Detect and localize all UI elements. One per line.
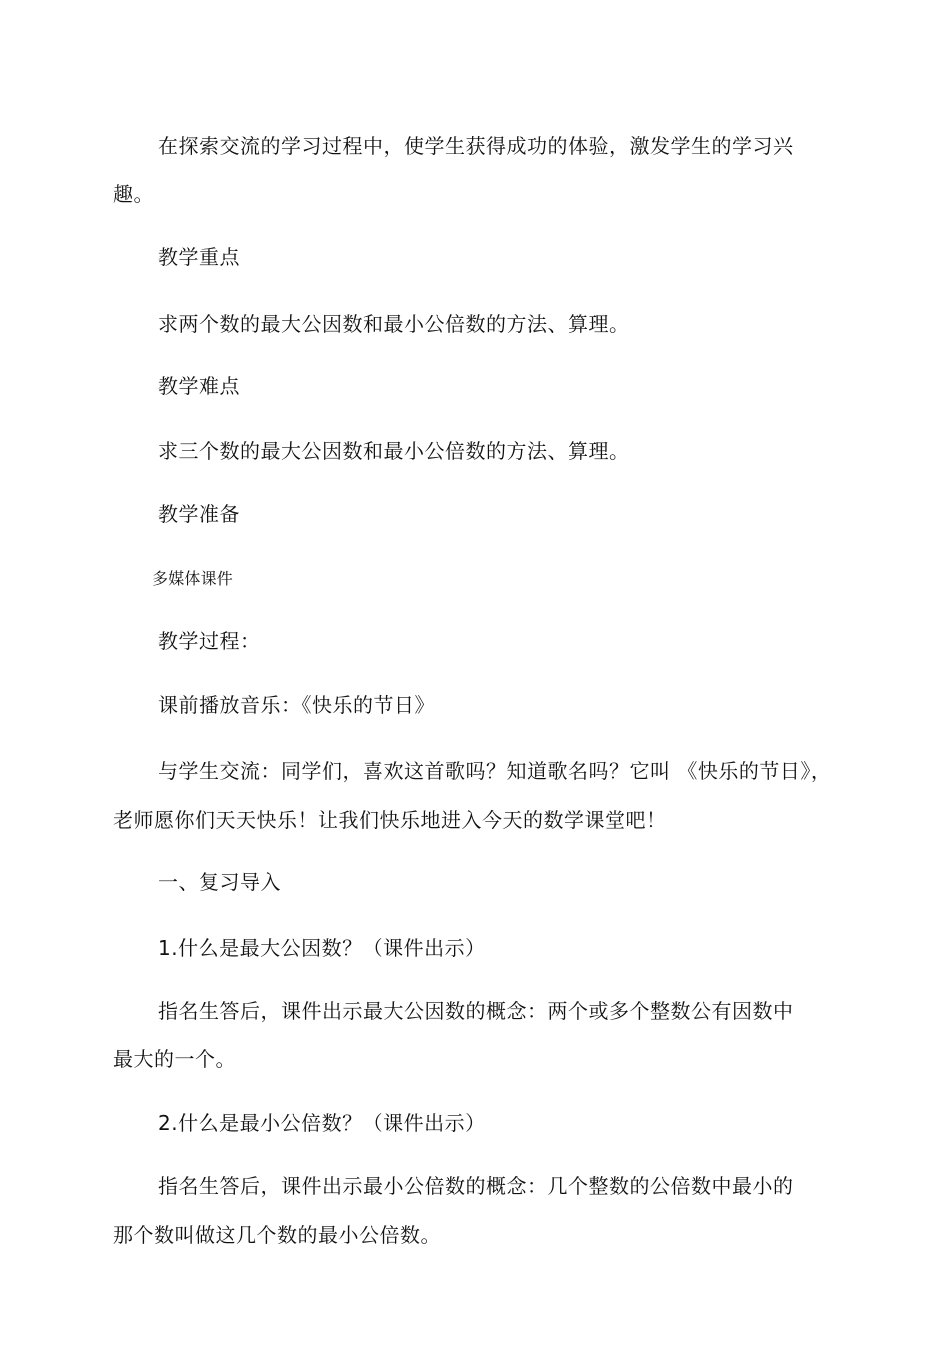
dialogue-paragraph-line-1: 与学生交流：同学们，喜欢这首歌吗？知道歌名吗？它叫 《快乐的节日》，: [158, 759, 832, 783]
preparation-text: 多媒体课件: [152, 569, 234, 588]
heading-key-points: 教学重点: [158, 245, 240, 269]
question-gcd: 1.什么是最大公因数？（课件出示）: [158, 936, 486, 960]
heading-teaching-process: 教学过程：: [158, 629, 261, 653]
objective-paragraph-line-1: 在探索交流的学习过程中，使学生获得成功的体验，激发学生的学习兴: [158, 134, 794, 158]
lcm-definition-line-1: 指名生答后，课件出示最小公倍数的概念：几个整数的公倍数中最小的: [158, 1174, 794, 1198]
objective-paragraph-line-2: 趣。: [113, 182, 154, 206]
difficult-points-text: 求三个数的最大公因数和最小公倍数的方法、算理。: [158, 439, 630, 463]
section-review-intro: 一、复习导入: [158, 870, 281, 894]
dialogue-paragraph-line-2: 老师愿你们天天快乐！让我们快乐地进入今天的数学课堂吧！: [113, 808, 667, 832]
lcm-definition-line-2: 那个数叫做这几个数的最小公倍数。: [113, 1223, 441, 1247]
heading-difficult-points: 教学难点: [158, 374, 240, 398]
key-points-text: 求两个数的最大公因数和最小公倍数的方法、算理。: [158, 312, 630, 336]
question-lcm: 2.什么是最小公倍数？（课件出示）: [158, 1111, 486, 1135]
pre-class-music: 课前播放音乐：《快乐的节日》: [158, 693, 435, 717]
gcd-definition-line-1: 指名生答后，课件出示最大公因数的概念：两个或多个整数公有因数中: [158, 999, 794, 1023]
gcd-definition-line-2: 最大的一个。: [113, 1047, 236, 1071]
heading-preparation: 教学准备: [158, 502, 240, 526]
